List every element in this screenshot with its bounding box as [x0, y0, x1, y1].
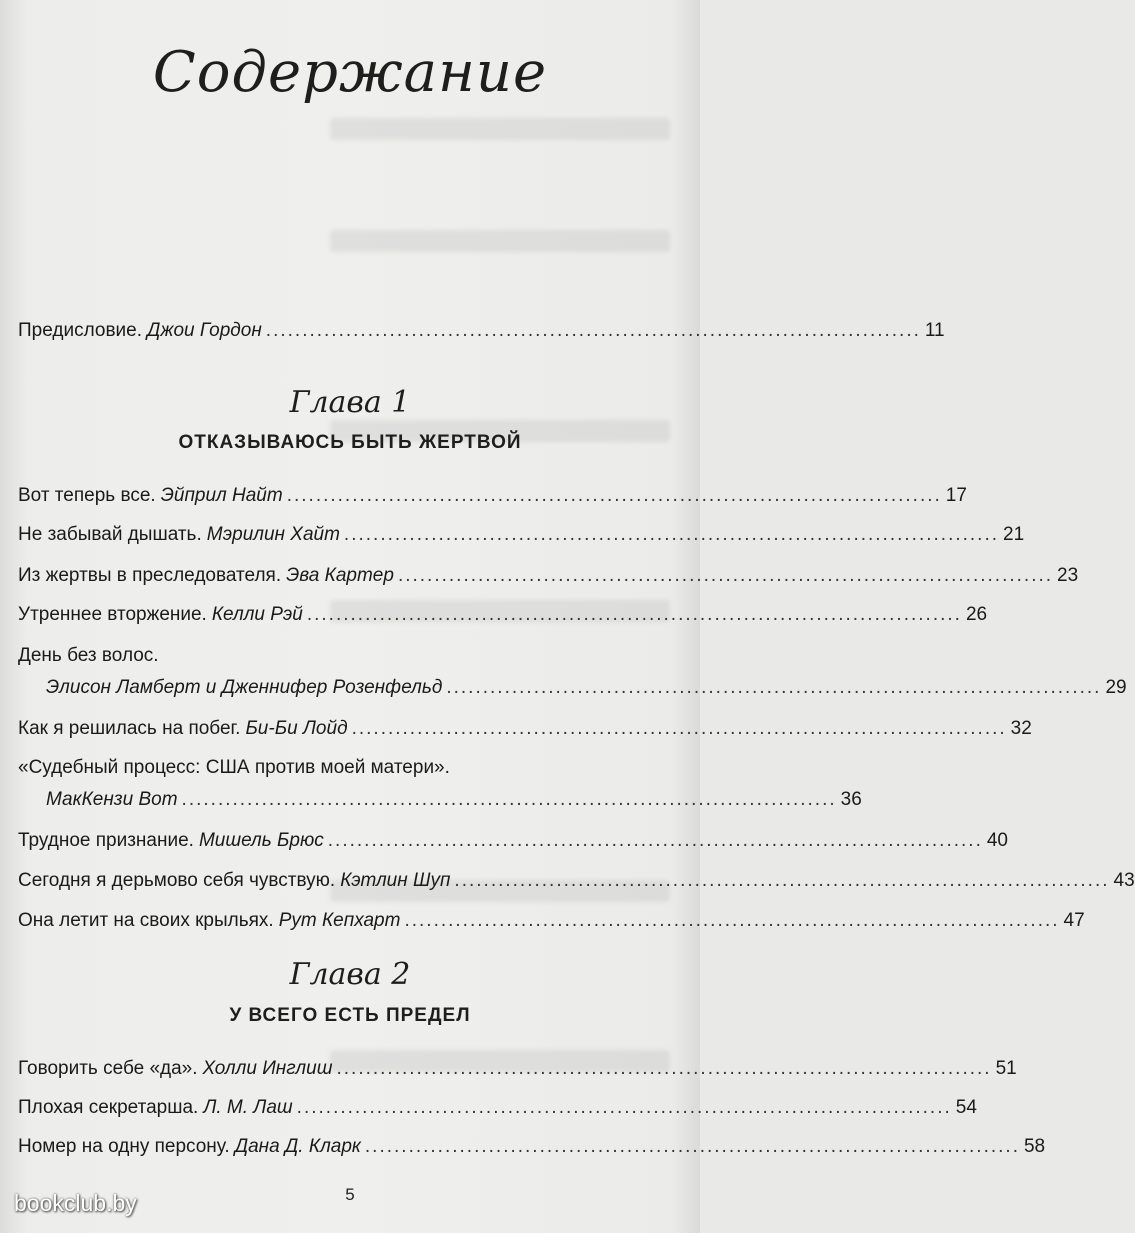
page-number: 5: [345, 1185, 355, 1204]
entry-author: Рут Кепхарт: [278, 910, 401, 931]
dot-leader: ..........................................................................................: [286, 485, 942, 506]
dot-leader: ..........................................................................................: [446, 677, 1102, 698]
entry-title: Утреннее вторжение.: [18, 604, 207, 625]
toc-entry[interactable]: [18, 485, 967, 515]
entry-title: Плохая секретарша.: [18, 1097, 199, 1118]
entry-author: Джои Гордон: [147, 320, 262, 341]
dot-leader: ..........................................................................................: [265, 320, 921, 341]
chapter-subtitle: У ВСЕГО ЕСТЬ ПРЕДЕЛ: [229, 1005, 471, 1026]
toc-entry-preface[interactable]: [18, 320, 945, 350]
dot-leader: ..........................................................................................: [306, 604, 962, 625]
entry-page: 32: [1010, 718, 1032, 739]
entry-title: Вот теперь все.: [18, 485, 156, 506]
dot-leader: ..........................................................................................: [181, 789, 837, 810]
entry-author: Би-Би Лойд: [245, 718, 348, 739]
entry-author: Л. М. Лаш: [203, 1097, 293, 1118]
toc-entry[interactable]: [18, 604, 988, 634]
entry-author: Мишель Брюс: [198, 830, 324, 851]
entry-title: Номер на одну персону.: [18, 1136, 230, 1157]
entry-page: 26: [965, 604, 988, 625]
bleed-through-shadow: [330, 118, 670, 140]
entry-title: Из жертвы в преследователя.: [18, 565, 282, 586]
page-title: Содержание: [152, 40, 548, 105]
entry-page: 51: [995, 1058, 1017, 1079]
entry-author: МакКензи Вот: [46, 789, 178, 810]
entry-page: 17: [945, 485, 967, 506]
entry-page: 23: [1057, 565, 1079, 586]
toc-entry[interactable]: [18, 910, 1085, 940]
entry-page: 36: [840, 789, 862, 810]
entry-author: Эйприл Найт: [160, 485, 283, 506]
entry-page: 47: [1063, 910, 1085, 931]
toc-entry[interactable]: [18, 1058, 1017, 1088]
dot-leader: ..........................................................................................: [327, 830, 983, 851]
toc-entry[interactable]: [18, 524, 1025, 554]
chapter-heading: Глава 1: [289, 385, 411, 420]
dot-leader: ..........................................................................................: [351, 718, 1007, 739]
dot-leader: ..........................................................................................: [454, 870, 1110, 891]
entry-title: Предисловие.: [18, 320, 142, 341]
entry-author: Элисон Ламберт и Дженнифер Розенфельд: [46, 677, 443, 698]
entry-page: 21: [1003, 524, 1025, 545]
dot-leader: ..........................................................................................: [296, 1097, 952, 1118]
toc-entry[interactable]: [18, 1097, 977, 1127]
toc-entry[interactable]: [18, 870, 1135, 900]
entry-title: День без волос.: [18, 645, 159, 666]
entry-author: Дана Д. Кларк: [234, 1136, 361, 1157]
entry-author: Эва Картер: [286, 565, 394, 586]
entry-title: Не забывай дышать.: [18, 524, 202, 545]
entry-page: 29: [1105, 677, 1127, 698]
entry-title: «Судебный процесс: США против моей матери».: [18, 757, 450, 778]
entry-title: Как я решилась на побег.: [18, 718, 241, 739]
toc-entry[interactable]: [18, 718, 1032, 748]
entry-page: 43: [1113, 870, 1135, 891]
entry-title: Трудное признание.: [18, 830, 194, 851]
entry-author: Мэрилин Хайт: [206, 524, 340, 545]
dot-leader: ..........................................................................................: [404, 910, 1060, 931]
entry-page: 58: [1023, 1136, 1046, 1157]
entry-page: 40: [986, 830, 1008, 851]
dot-leader: ..........................................................................................: [343, 524, 1000, 545]
dot-leader: ..........................................................................................: [397, 565, 1054, 586]
watermark: bookclub.by: [14, 1190, 137, 1216]
toc-entry[interactable]: [18, 565, 1079, 595]
entry-title: Она летит на своих крыльях.: [18, 910, 274, 931]
dot-leader: ..........................................................................................: [336, 1058, 992, 1079]
chapter-subtitle: ОТКАЗЫВАЮСЬ БЫТЬ ЖЕРТВОЙ: [178, 432, 522, 453]
dot-leader: ..........................................................................................: [364, 1136, 1020, 1157]
toc-entry[interactable]: [18, 1136, 1046, 1166]
bleed-through-shadow: [330, 230, 670, 252]
entry-page: 11: [924, 320, 945, 341]
entry-title: Говорить себе «да».: [18, 1058, 198, 1079]
entry-author: Холли Инглиш: [202, 1058, 333, 1079]
entry-title: Сегодня я дерьмово себя чувствую.: [18, 870, 336, 891]
toc-entry[interactable]: [18, 830, 1008, 860]
chapter-heading: Глава 2: [289, 957, 411, 992]
toc-entry[interactable]: [46, 677, 1127, 707]
entry-author: Кэтлин Шуп: [340, 870, 451, 891]
entry-author: Келли Рэй: [211, 604, 303, 625]
entry-page: 54: [955, 1097, 977, 1118]
toc-entry[interactable]: [46, 789, 862, 819]
